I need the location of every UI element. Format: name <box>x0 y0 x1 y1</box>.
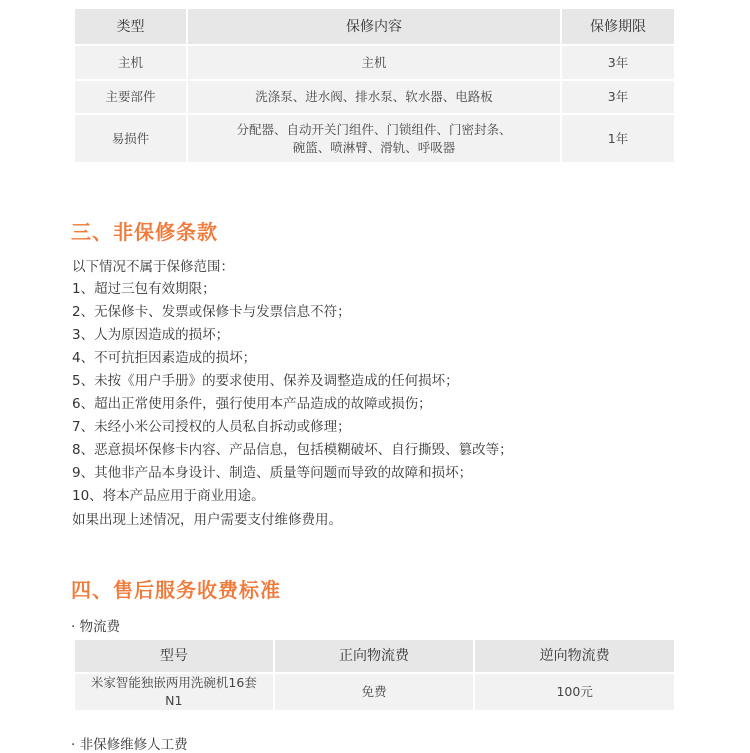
cell-reverse-fee: 100元 <box>475 674 674 710</box>
cell-type: 主机 <box>75 46 186 79</box>
cell-period: 3年 <box>562 81 674 113</box>
header-model: 型号 <box>75 640 273 672</box>
section-title-non-warranty: 三、非保修条款 <box>71 220 218 244</box>
header-forward-fee: 正向物流费 <box>275 640 474 672</box>
cell-type: 易损件 <box>75 115 186 162</box>
logistics-heading: · 物流费 <box>71 619 121 635</box>
cell-content: 洗涤泵、进水阀、排水泵、软水器、电路板 <box>188 81 560 113</box>
cell-content: 主机 <box>188 46 560 79</box>
list-item: 2、无保修卡、发票或保修卡与发票信息不符； <box>72 304 351 320</box>
list-item: 6、超出正常使用条件，强行使用本产品造成的故障或损伤； <box>72 396 432 412</box>
list-item: 9、其他非产品本身设计、制造、质量等问题而导致的故障和损坏； <box>72 465 473 481</box>
logistics-table <box>73 638 676 712</box>
list-item: 5、未按《用户手册》的要求使用、保养及调整造成的任何损坏； <box>72 373 459 389</box>
table-row <box>75 674 674 710</box>
list-item: 10、将本产品应用于商业用途。 <box>72 488 265 504</box>
cell-period: 1年 <box>562 115 674 162</box>
cell-type: 主要部件 <box>75 81 186 113</box>
cell-model: 米家智能独嵌两用洗碗机16套 N1 <box>75 674 273 710</box>
header-period: 保修期限 <box>562 9 674 44</box>
table-header-row <box>75 640 674 672</box>
section-title-service-fees: 四、售后服务收费标准 <box>71 578 281 602</box>
list-item: 7、未经小米公司授权的人员私自拆动或修理； <box>72 419 351 435</box>
header-reverse-fee: 逆向物流费 <box>475 640 674 672</box>
list-item: 4、不可抗拒因素造成的损坏； <box>72 350 257 366</box>
list-item: 3、人为原因造成的损坏； <box>72 327 230 343</box>
cell-content-line: 碗篮、喷淋臂、滑轨、呼吸器 <box>292 139 456 155</box>
table-row <box>75 115 674 162</box>
cell-forward-fee: 免费 <box>275 674 474 710</box>
section-footer-note: 如果出现上述情况，用户需要支付维修费用。 <box>72 512 342 528</box>
cell-content <box>188 115 560 162</box>
header-content: 保修内容 <box>188 9 560 44</box>
warranty-table <box>73 7 676 164</box>
cell-period: 3年 <box>562 46 674 79</box>
table-row <box>75 46 674 79</box>
list-item: 1、超过三包有效期限； <box>72 281 216 297</box>
list-item: 8、恶意损坏保修卡内容、产品信息，包括模糊破坏、自行撕毁、篡改等； <box>72 442 513 458</box>
section-intro: 以下情况不属于保修范围： <box>72 259 234 275</box>
table-row <box>75 81 674 113</box>
table-header-row <box>75 9 674 44</box>
header-type: 类型 <box>75 9 186 44</box>
cell-content-line: 分配器、自动开关门组件、门锁组件、门密封条、 <box>236 121 512 137</box>
exclusion-list <box>72 278 513 508</box>
labor-fee-heading: · 非保修维修人工费 <box>71 737 188 753</box>
